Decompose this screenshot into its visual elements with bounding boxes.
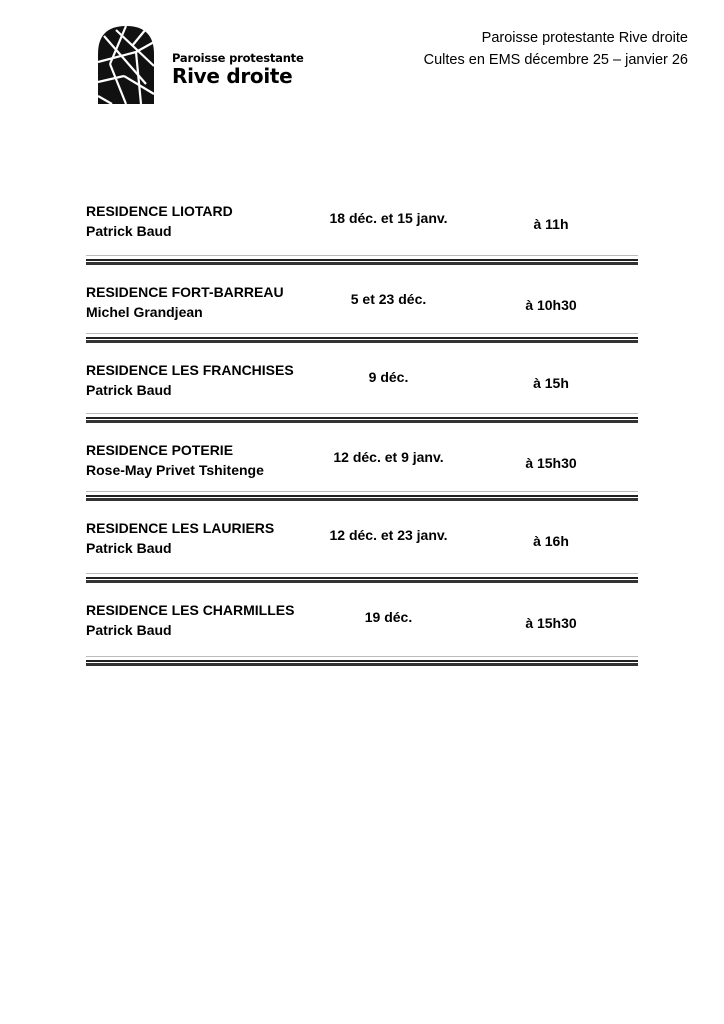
- service-dates: 12 déc. et 9 janv.: [333, 449, 444, 465]
- header-title: Cultes en EMS décembre 25 – janvier 26: [423, 52, 688, 68]
- table-row: [86, 264, 638, 342]
- table-row: [86, 582, 638, 665]
- residence-name: RESIDENCE FORT-BARREAU: [86, 284, 284, 300]
- service-dates: 9 déc.: [368, 369, 409, 385]
- service-dates: 19 déc.: [364, 609, 413, 625]
- residence-name: RESIDENCE POTERIE: [86, 442, 234, 458]
- parish-logo: [96, 24, 304, 106]
- pastor-name: Patrick Baud: [86, 223, 172, 239]
- document-header: [424, 27, 688, 71]
- header-parish: Paroisse protestante Rive droite: [481, 30, 688, 46]
- service-dates: 12 déc. et 23 janv.: [329, 527, 448, 543]
- residence-name: RESIDENCE LES LAURIERS: [86, 520, 275, 536]
- service-time: à 11h: [533, 216, 569, 232]
- service-time: à 10h30: [525, 297, 577, 313]
- table-row: [86, 422, 638, 500]
- services-table: [86, 183, 638, 665]
- residence-cell: [86, 600, 321, 640]
- arch-mosaic-icon: [96, 24, 156, 106]
- residence-name: RESIDENCE LIOTARD: [86, 203, 233, 219]
- table-row: [86, 183, 638, 264]
- residence-cell: [86, 201, 321, 241]
- residence-name: RESIDENCE LES CHARMILLES: [86, 602, 295, 618]
- pastor-name: Rose-May Privet Tshitenge: [86, 462, 264, 478]
- service-dates: 18 déc. et 15 janv.: [329, 210, 448, 226]
- service-dates: 5 et 23 déc.: [350, 291, 427, 307]
- logo-line-1: Paroisse protestante: [172, 51, 304, 65]
- service-time: à 15h30: [525, 455, 577, 471]
- residence-cell: [86, 440, 321, 480]
- residence-cell: [86, 518, 321, 558]
- table-row: [86, 342, 638, 422]
- service-time: à 15h: [533, 375, 569, 391]
- service-time: à 16h: [533, 533, 569, 549]
- pastor-name: Patrick Baud: [86, 622, 172, 638]
- table-row: [86, 500, 638, 582]
- logo-line-2: Rive droite: [172, 64, 293, 88]
- residence-name: RESIDENCE LES FRANCHISES: [86, 362, 294, 378]
- pastor-name: Michel Grandjean: [86, 304, 203, 320]
- pastor-name: Patrick Baud: [86, 382, 172, 398]
- residence-cell: [86, 282, 321, 322]
- pastor-name: Patrick Baud: [86, 540, 172, 556]
- residence-cell: [86, 360, 321, 400]
- service-time: à 15h30: [525, 615, 577, 631]
